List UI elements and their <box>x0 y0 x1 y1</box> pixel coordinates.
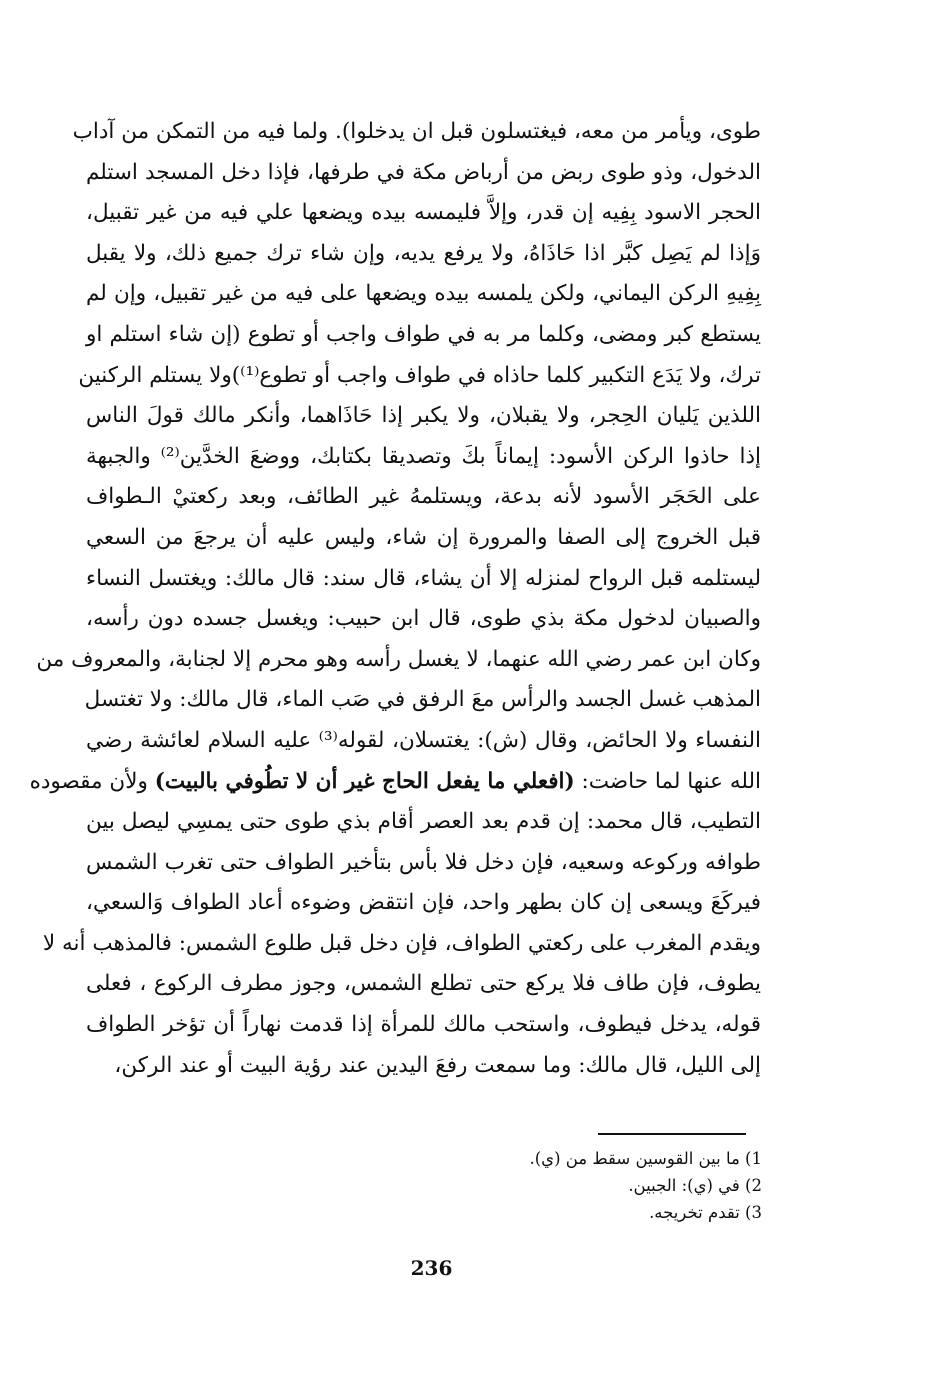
main-text-block <box>29 112 762 1086</box>
text-line: إذا حاذوا الركن الأسود: إيماناً بكَ وتصديقا بكتابك، ووضعَ الخدَّين⁽²⁾ والجبهة <box>86 443 762 469</box>
text-line: طوى، ويأمر من معه، فيغتسلون قبل ان يدخلوا). ولما فيه من التمكن من آداب <box>72 119 761 144</box>
text-line: النفساء ولا الحائض، وقال (ش): يغتسلان، لقوله⁽³⁾ عليه السلام لعائشة رضي <box>86 727 761 753</box>
text-line: قوله، يدخل فيطوف، واستحب مالك للمرأة إذا قدمت نهاراً أن تؤخر الطواف <box>86 1012 761 1038</box>
footnote-separator <box>598 1133 746 1135</box>
text-line: ليستلمه قبل الرواح لمنزله إلا أن يشاء، قال سند: قال مالك: ويغتسل النساء <box>86 565 761 591</box>
text-line: يستطع كبر ومضى، وكلما مر به في طواف واجب أو تطوع (إن شاء استلم او <box>86 321 761 347</box>
text-line: طوافه وركوعه وسعيه، فإن دخل فلا بأس بتأخير الطواف حتى تغرب الشمس <box>86 849 761 875</box>
text-line: ترك، ولا يَدَع التكبير كلما حاذاه في طواف واجب أو تطوع⁽¹⁾)ولا يستلم الركنين <box>78 362 761 388</box>
text-line: الحجر الاسود بِفِيه إن قدر، وإلاَّ فليمسه بيده ويضعها علي فيه من غير تقبيل، <box>86 200 761 226</box>
bold-hadith-quote: (افعلي ما يفعل الحاج غير أن لا تطُوفي بالبيت) <box>154 768 575 794</box>
text-line: التطيب، قال محمد: إن قدم بعد العصر أقام بذي طوى حتى يمسِي ليصل بين <box>86 809 761 835</box>
footnote-2: 2) في (ي): الجبين. <box>628 1176 762 1195</box>
text-line: قبل الخروج إلى الصفا والمرورة إن شاء، وليس عليه أن يرجعَ من السعي <box>86 524 761 550</box>
text-line: المذهب غسل الجسد والرأس معَ الرفق في صَب الماء، قال مالك: ولا تغتسل <box>84 687 761 713</box>
text-line: والصبيان لدخول مكة بذي طوى، قال ابن حبيب: ويغسل جسده دون رأسه، <box>86 606 761 632</box>
footnotes <box>420 1145 762 1226</box>
text-line: بِفِيهِ الركن اليماني، ولكن يلمسه بيده ويضعها على فيه من غير تقبيل، وإن لم <box>86 281 761 307</box>
text-line: على الحَجَر الأسود لأنه بدعة، ويستلمهُ غير الطائف، وبعد ركعتيْ الـطواف <box>86 484 761 510</box>
text-segment: ولأن مقصوده <box>29 768 155 794</box>
text-line: إلى الليل، قال مالك: وما سمعت رفعَ اليدين عند رؤية البيت أو عند الركن، <box>114 1052 761 1078</box>
text-line: فيركَعَ ويسعى إن كان بطهر واحد، فإن انتقض وضوءه أعاد الطواف وَالسعي، <box>86 890 761 916</box>
text-line: اللذين يَليان الحِجر، ولا يقبلان، ولا يكبر إذا حَاذَاهما، وأنكر مالك قولَ الناس <box>86 403 761 429</box>
page-number: 236 <box>410 1256 453 1280</box>
text-segment: الله عنها لما حاضت: <box>574 768 761 794</box>
text-line: الدخول، وذو طوى ربض من أرباض مكة في طرفها، فإذا دخل المسجد استلم <box>86 159 761 185</box>
text-line: يطوف، فإن طاف فلا يركع حتى تطلع الشمس، وجوز مطرف الركوع ، فعلى <box>86 971 761 997</box>
text-line-with-bold-quote <box>29 762 761 803</box>
text-line: وكان ابن عمر رضي الله عنهما، لا يغسل رأسه وهو محرم إلا لجنابة، والمعروف من <box>36 646 761 672</box>
text-line: وَإذا لم يَصِل كبَّر اذا حَاذَاهُ، ولا يرفع يديه، وإن شاء ترك جميع ذلك، ولا يقبل <box>86 240 761 266</box>
footnote-1: 1) ما بين القوسين سقط من (ي). <box>529 1149 762 1168</box>
text-line: ويقدم المغرب على ركعتي الطواف، فإن دخل قبل طلوع الشمس: فالمذهب أنه لا <box>42 930 761 956</box>
footnote-3: 3) تقدم تخريجه. <box>649 1203 762 1222</box>
